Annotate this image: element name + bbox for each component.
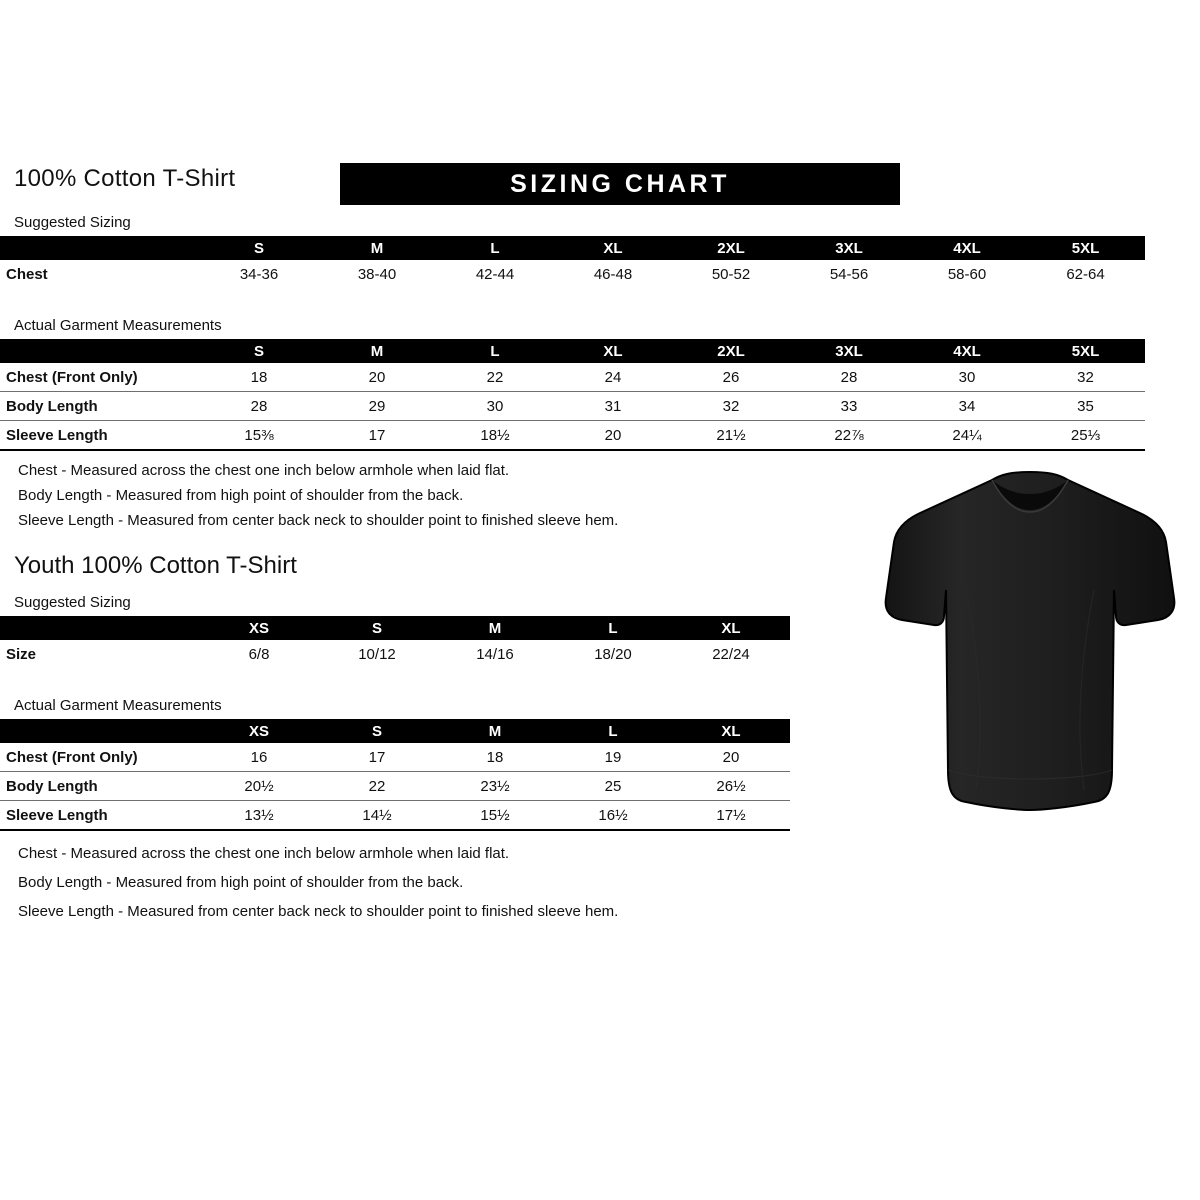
cell-bodylength-xl: 31 [554,392,672,421]
cell-sleevelength-4xl: 24¼ [908,421,1026,451]
col-head-l: L [436,339,554,363]
col-head-s: S [318,616,436,640]
cell-chestfront-2xl: 26 [672,363,790,392]
cell-chestfront-4xl: 30 [908,363,1026,392]
cell-sleevelength-xl: 20 [554,421,672,451]
cell-chestfront-l: 19 [554,743,672,772]
cell-sleevelength-m: 15½ [436,801,554,831]
row-label-chest-front-only: Chest (Front Only) [0,363,200,392]
col-head-blank [0,719,200,743]
col-head-blank [0,236,200,260]
cell-bodylength-4xl: 34 [908,392,1026,421]
adult-note-sleeve-length: Sleeve Length - Measured from center back neck to shoulder point to finished sleeve hem. [18,512,619,529]
youth-note-chest: Chest - Measured across the chest one inch below armhole when laid flat. [18,845,510,862]
table-row [0,392,1145,421]
table-row [0,640,790,668]
cell-size-m: 14/16 [436,640,554,668]
youth-actual-measurements-label: Actual Garment Measurements [14,697,222,714]
cell-chest-2xl: 50-52 [672,260,790,288]
cell-chestfront-3xl: 28 [790,363,908,392]
black-tshirt-illustration [880,470,1180,815]
cell-chestfront-xl: 24 [554,363,672,392]
youth-section-title: Youth 100% Cotton T-Shirt [14,552,297,579]
cell-bodylength-5xl: 35 [1026,392,1145,421]
cell-chestfront-xs: 16 [200,743,318,772]
cell-bodylength-l: 30 [436,392,554,421]
col-head-m: M [318,236,436,260]
row-label-chest-front-only: Chest (Front Only) [0,743,200,772]
youth-note-sleeve-length: Sleeve Length - Measured from center back neck to shoulder point to finished sleeve hem. [18,903,619,920]
table-row [0,801,790,831]
col-head-m: M [318,339,436,363]
table-header-row [0,616,790,640]
cell-chestfront-s: 17 [318,743,436,772]
cell-chestfront-5xl: 32 [1026,363,1145,392]
col-head-5xl: 5XL [1026,339,1145,363]
cell-chestfront-m: 18 [436,743,554,772]
col-head-2xl: 2XL [672,236,790,260]
cell-size-xl: 22/24 [672,640,790,668]
col-head-3xl: 3XL [790,236,908,260]
cell-chestfront-s: 18 [200,363,318,392]
cell-bodylength-3xl: 33 [790,392,908,421]
table-row [0,363,1145,392]
cell-chestfront-xl: 20 [672,743,790,772]
col-head-5xl: 5XL [1026,236,1145,260]
youth-suggested-sizing-label: Suggested Sizing [14,594,131,611]
adult-actual-measurements-label: Actual Garment Measurements [14,317,222,334]
col-head-l: L [554,719,672,743]
cell-chestfront-m: 20 [318,363,436,392]
col-head-s: S [200,339,318,363]
col-head-xl: XL [554,339,672,363]
adult-section-title: 100% Cotton T-Shirt [14,165,236,192]
col-head-l: L [436,236,554,260]
cell-chest-3xl: 54-56 [790,260,908,288]
cell-chestfront-l: 22 [436,363,554,392]
col-head-xl: XL [672,616,790,640]
adult-suggested-sizing-table [0,236,1145,288]
sizing-chart-banner-label: SIZING CHART [510,169,730,198]
cell-chest-m: 38-40 [318,260,436,288]
row-label-body-length: Body Length [0,772,200,801]
adult-suggested-sizing-label: Suggested Sizing [14,214,131,231]
cell-size-l: 18/20 [554,640,672,668]
row-label-chest: Chest [0,260,200,288]
col-head-blank [0,616,200,640]
adult-actual-measurements-table [0,339,1145,451]
table-row [0,421,1145,451]
col-head-xs: XS [200,719,318,743]
col-head-m: M [436,616,554,640]
cell-sleevelength-5xl: 25⅓ [1026,421,1145,451]
youth-suggested-sizing-table [0,616,790,668]
col-head-2xl: 2XL [672,339,790,363]
col-head-4xl: 4XL [908,236,1026,260]
cell-sleevelength-s: 15⅜ [200,421,318,451]
col-head-l: L [554,616,672,640]
cell-chest-4xl: 58-60 [908,260,1026,288]
youth-actual-measurements-table [0,719,790,831]
cell-bodylength-xl: 26½ [672,772,790,801]
table-header-row [0,236,1145,260]
col-head-3xl: 3XL [790,339,908,363]
col-head-xl: XL [672,719,790,743]
cell-size-s: 10/12 [318,640,436,668]
youth-note-body-length: Body Length - Measured from high point of shoulder from the back. [18,874,464,891]
cell-bodylength-m: 23½ [436,772,554,801]
cell-bodylength-m: 29 [318,392,436,421]
col-head-xs: XS [200,616,318,640]
table-row [0,772,790,801]
col-head-xl: XL [554,236,672,260]
cell-chest-s: 34-36 [200,260,318,288]
cell-bodylength-s: 28 [200,392,318,421]
cell-sleevelength-3xl: 22⅞ [790,421,908,451]
col-head-4xl: 4XL [908,339,1026,363]
row-label-size: Size [0,640,200,668]
cell-chest-xl: 46-48 [554,260,672,288]
col-head-blank [0,339,200,363]
table-header-row [0,719,790,743]
table-header-row [0,339,1145,363]
cell-sleevelength-l: 18½ [436,421,554,451]
table-row [0,260,1145,288]
col-head-s: S [318,719,436,743]
row-label-body-length: Body Length [0,392,200,421]
cell-bodylength-l: 25 [554,772,672,801]
cell-sleevelength-m: 17 [318,421,436,451]
cell-size-xs: 6/8 [200,640,318,668]
cell-bodylength-2xl: 32 [672,392,790,421]
row-label-sleeve-length: Sleeve Length [0,421,200,451]
cell-chest-l: 42-44 [436,260,554,288]
adult-note-chest: Chest - Measured across the chest one inch below armhole when laid flat. [18,462,510,479]
col-head-s: S [200,236,318,260]
col-head-m: M [436,719,554,743]
sizing-chart-banner [340,163,900,205]
cell-bodylength-s: 22 [318,772,436,801]
cell-sleevelength-s: 14½ [318,801,436,831]
cell-sleevelength-xs: 13½ [200,801,318,831]
cell-sleevelength-xl: 17½ [672,801,790,831]
row-label-sleeve-length: Sleeve Length [0,801,200,831]
cell-sleevelength-2xl: 21½ [672,421,790,451]
cell-chest-5xl: 62-64 [1026,260,1145,288]
cell-sleevelength-l: 16½ [554,801,672,831]
cell-bodylength-xs: 20½ [200,772,318,801]
tshirt-icon [880,470,1180,815]
adult-note-body-length: Body Length - Measured from high point of shoulder from the back. [18,487,464,504]
table-row [0,743,790,772]
